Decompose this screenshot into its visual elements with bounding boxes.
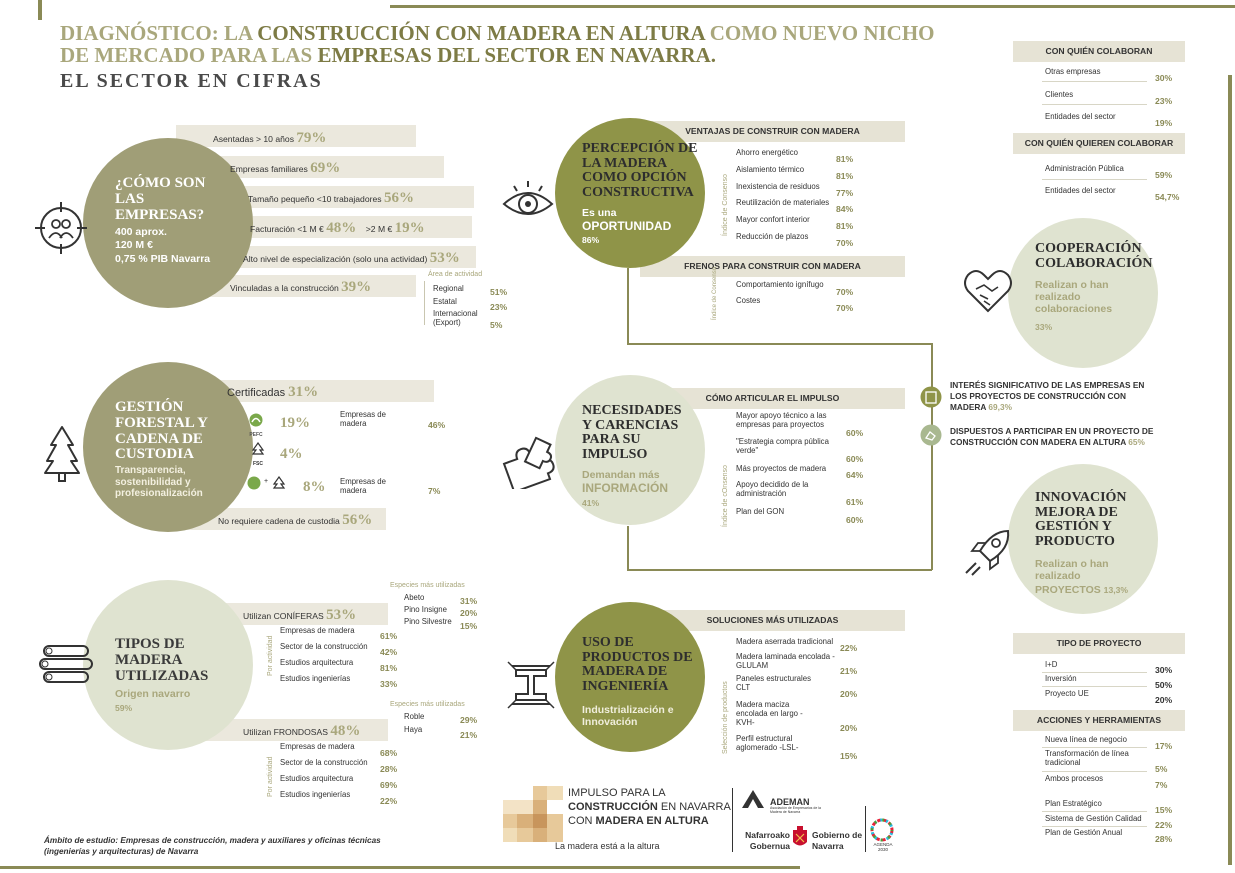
logs-icon <box>38 642 94 688</box>
beam-icon <box>506 660 556 710</box>
accion-4-pct: 22% <box>1155 820 1173 830</box>
forestal-sub: Transparencia, sostenibilidad y profesionalización <box>115 465 203 499</box>
necesidad-4-pct: 60% <box>846 515 864 525</box>
roble: Roble <box>404 712 425 721</box>
empresas-l3: 0,75 % PIB Navarra <box>115 253 211 265</box>
con-act-3-pct: 33% <box>380 679 398 689</box>
area-estatal-pct: 23% <box>490 302 508 312</box>
tipos-sub: Origen navarro <box>115 688 191 700</box>
quieren-1-pct: 54,7% <box>1155 192 1180 202</box>
seleccion-productos: Selección de productos <box>722 681 729 754</box>
building-icon <box>920 386 942 408</box>
ambito-text: Ámbito de estudio: Empresas de construcción, madera y auxiliares y oficinas técnicas (ingenierías y arquitecturas) de Navarra <box>44 836 381 856</box>
navarra-shield-icon <box>792 826 808 855</box>
connector-v1 <box>627 268 629 344</box>
top-rule <box>390 5 1235 8</box>
accion-2-pct: 7% <box>1155 780 1168 790</box>
area-estatal: Estatal <box>433 297 457 306</box>
colabora-0-pct: 30% <box>1155 73 1173 83</box>
ventaja-0-pct: 81% <box>836 154 854 164</box>
area-title: Área de actividad <box>428 271 483 278</box>
ventaja-4-pct: 81% <box>836 221 854 231</box>
band-label-familiares: Empresas familiares 69% <box>230 160 341 176</box>
pefc-pct: 19% <box>280 415 310 431</box>
accion-5: Plan de Gestión Anual <box>1045 828 1123 837</box>
accion-0: Nueva línea de negocio <box>1045 735 1127 744</box>
tipos-sub-pct: 59% <box>115 703 133 713</box>
area-regional: Regional <box>433 284 464 293</box>
empresas-title: ¿CÓMO SON LAS EMPRESAS? <box>115 175 206 223</box>
coniferas-label: Utilizan CONÍFERAS 53% <box>243 607 357 623</box>
accion-2: Ambos procesos <box>1045 774 1104 783</box>
fsc-pct: 4% <box>280 446 303 462</box>
percepcion-pct: 86% <box>582 235 600 245</box>
necesidad-3: Apoyo decidido de la administración <box>736 480 809 498</box>
puzzle-icon <box>500 435 562 489</box>
r3-pct2: 7% <box>428 486 441 496</box>
quieren-header: CON QUIÉN QUIEREN COLABORAR <box>1013 133 1185 154</box>
fro-act-1-pct: 28% <box>380 764 398 774</box>
handshake-icon <box>960 265 1016 315</box>
pefcfsc-pct: 8% <box>303 479 326 495</box>
tipo-0: I+D <box>1045 660 1058 669</box>
solucion-0-pct: 22% <box>840 643 858 653</box>
solucion-3: Madera maciza encolada en largo -KVH- <box>736 700 803 727</box>
connector-v-right <box>931 343 933 570</box>
soluciones-header: SOLUCIONES MÁS UTILIZADAS <box>640 610 905 631</box>
interes-text-1: INTERÉS SIGNIFICATIVO DE LAS EMPRESAS EN LOS PROYECTOS DE CONSTRUCCIÓN CON MADERA 69,3% <box>950 380 1145 412</box>
accion-4: Sistema de Gestión Calidad <box>1045 814 1142 823</box>
indice-consenso-1: Índice de Consenso <box>722 174 729 236</box>
fro-act-3: Estudios ingenierías <box>280 790 351 799</box>
band-label-construccion: Vinculadas a la construcción 39% <box>230 279 372 295</box>
fsc-icon: FSC <box>250 442 266 464</box>
tipo-2-pct: 20% <box>1155 695 1173 705</box>
accion-4-line <box>1042 826 1147 827</box>
solucion-4-pct: 15% <box>840 751 858 761</box>
page-subtitle: EL SECTOR EN CIFRAS <box>60 70 323 92</box>
con-act-2: Estudios arquitectura <box>280 658 354 667</box>
tipo-1-line <box>1042 686 1147 687</box>
pino-insigne-pct: 20% <box>460 608 478 618</box>
r1-label: Empresas de madera <box>340 410 386 428</box>
fro-act-2-pct: 69% <box>380 780 398 790</box>
tagline: La madera está a la altura <box>555 841 660 851</box>
accion-5-pct: 28% <box>1155 834 1173 844</box>
page-title: DIAGNÓSTICO: LA CONSTRUCCIÓN CON MADERA EN ALTURA COMO NUEVO NICHO DE MERCADO PARA LAS EMPRESAS DEL SECTOR EN NAVARRA. <box>60 21 935 67</box>
percepcion-title: PERCEPCIÓN DE LA MADERA COMO OPCIÓN CONSTRUCTIVA <box>582 141 698 201</box>
quieren-1: Entidades del sector <box>1045 186 1116 195</box>
roble-pct: 29% <box>460 715 478 725</box>
percepcion-sub2: OPORTUNIDAD <box>582 219 672 233</box>
fro-act-1: Sector de la construcción <box>280 758 368 767</box>
area-bracket <box>424 281 425 325</box>
solucion-0: Madera aserrada tradicional <box>736 637 834 646</box>
freno-1-pct: 70% <box>836 303 854 313</box>
r1-pct2: 46% <box>428 420 446 430</box>
necesidades-title: NECESIDADES Y CARENCIAS PARA SU IMPULSO <box>582 403 682 463</box>
tipo-1: Inversión <box>1045 674 1077 683</box>
right-rule <box>1228 75 1232 865</box>
especies-title-1: Especies más utilizadas <box>390 582 465 589</box>
abeto-pct: 31% <box>460 596 478 606</box>
necesidades-sub2: INFORMACIÓN <box>582 481 668 495</box>
cooperacion-title: COOPERACIÓN COLABORACIÓN <box>1035 241 1153 271</box>
accion-1-pct: 5% <box>1155 764 1168 774</box>
accion-1: Transformación de línea tradicional <box>1045 749 1129 767</box>
band-label-asentadas: Asentadas > 10 años 79% <box>213 130 327 146</box>
colaboran-header: CON QUIÉN COLABORAN <box>1013 41 1185 62</box>
tipo-0-pct: 30% <box>1155 665 1173 675</box>
tipo-0-line <box>1042 672 1147 673</box>
cert-label: Certificadas 31% <box>227 384 319 400</box>
colabora-1-pct: 23% <box>1155 96 1173 106</box>
ventaja-0: Ahorro energético <box>736 148 798 157</box>
agenda-2030-text: AGENDA 2030 <box>873 842 893 852</box>
accion-3-pct: 15% <box>1155 805 1173 815</box>
necesidad-2: Más proyectos de madera <box>736 464 827 473</box>
accion-0-pct: 17% <box>1155 741 1173 751</box>
pino-silvestre: Pino Silvestre <box>404 617 452 626</box>
con-act-1-pct: 42% <box>380 647 398 657</box>
necesidad-3-pct: 61% <box>846 497 864 507</box>
innovacion-title: INNOVACIÓN MEJORA DE GESTIÓN Y PRODUCTO <box>1035 490 1127 550</box>
freno-0-pct: 70% <box>836 287 854 297</box>
solucion-4: Perfil estructural aglomerado -LSL- <box>736 734 799 752</box>
empresas-l1: 400 aprox. <box>115 226 167 238</box>
connector-h2 <box>627 569 932 571</box>
cooperacion-sub: Realizan o han realizado colaboraciones <box>1035 279 1113 316</box>
freno-1: Costes <box>736 296 761 305</box>
solucion-1: Madera laminada encolada -GLULAM <box>736 652 835 670</box>
solucion-1-pct: 21% <box>840 666 858 676</box>
fro-act-0-pct: 68% <box>380 748 398 758</box>
cooperacion-pct: 33% <box>1035 322 1053 332</box>
accion-1-line <box>1042 771 1147 772</box>
indice-consenso-2: Índice de Consenso <box>712 266 718 320</box>
colabora-1-line <box>1042 104 1147 105</box>
connector-h1 <box>627 343 932 345</box>
logo-divider-1 <box>732 788 733 852</box>
ventaja-2-pct: 77% <box>836 188 854 198</box>
accion-3: Plan Estratégico <box>1045 799 1102 808</box>
haya-pct: 21% <box>460 730 478 740</box>
necesidad-4: Plan del GON <box>736 507 785 516</box>
haya: Haya <box>404 725 423 734</box>
fro-act-2: Estudios arquitectura <box>280 774 354 783</box>
acciones-header: ACCIONES Y HERRAMIENTAS <box>1013 710 1185 731</box>
necesidad-1: "Estrategia compra pública verde" <box>736 437 829 455</box>
por-actividad-2: Por actividad <box>267 756 274 797</box>
tipo-1-pct: 50% <box>1155 680 1173 690</box>
colabora-2-pct: 19% <box>1155 118 1173 128</box>
area-internacional-pct: 5% <box>490 320 503 330</box>
connector-v2 <box>627 526 629 570</box>
impulso-text: IMPULSO PARA LA CONSTRUCCIÓN EN NAVARRA CON MADERA EN ALTURA <box>568 787 731 827</box>
ademan-logo <box>740 788 766 815</box>
solucion-2-pct: 20% <box>840 689 858 699</box>
logo-divider-2 <box>865 806 866 852</box>
ventaja-3: Reutilización de materiales <box>736 198 830 207</box>
accion-0-line <box>1042 747 1147 748</box>
abeto: Abeto <box>404 593 425 602</box>
necesidades-sub1: Demandan más <box>582 469 660 481</box>
con-act-1: Sector de la construcción <box>280 642 368 651</box>
necesidad-0-pct: 60% <box>846 428 864 438</box>
ventaja-1-pct: 81% <box>836 171 854 181</box>
fro-act-0: Empresas de madera <box>280 742 355 751</box>
top-rule-left <box>38 0 42 20</box>
forestal-title: GESTIÓN FORESTAL Y CADENA DE CUSTODIA <box>115 399 208 463</box>
percepcion-sub1: Es una <box>582 207 617 219</box>
interes-text-2: DISPUESTOS A PARTICIPAR EN UN PROYECTO DE CONSTRUCCIÓN CON MADERA EN ALTURA 65% <box>950 426 1154 447</box>
tree-icon <box>43 425 81 483</box>
solucion-3-pct: 20% <box>840 723 858 733</box>
eye-icon <box>500 178 556 226</box>
tipo-2: Proyecto UE <box>1045 689 1089 698</box>
impulso-logo-blocks <box>503 786 563 856</box>
colabora-0: Otras empresas <box>1045 67 1101 76</box>
ventaja-2: Inexistencia de residuos <box>736 182 820 191</box>
pefc-icon: PEFC <box>247 413 265 435</box>
ventaja-5: Reducción de plazos <box>736 232 809 241</box>
colabora-0-line <box>1042 81 1147 82</box>
pino-silvestre-pct: 15% <box>460 621 478 631</box>
gob-left: Nafarroako Gobernua <box>745 830 790 851</box>
fro-act-3-pct: 22% <box>380 796 398 806</box>
hand-icon <box>920 424 942 446</box>
gob-right: Gobierno de Navarra <box>812 830 863 851</box>
especies-title-2: Especies más utilizadas <box>390 701 465 708</box>
frenos-header: FRENOS PARA CONSTRUIR CON MADERA <box>640 256 905 277</box>
pefc-fsc-icon: + <box>246 476 296 498</box>
por-actividad-1: Por actividad <box>267 635 274 676</box>
ventaja-5-pct: 70% <box>836 238 854 248</box>
solucion-2: Paneles estructurales CLT <box>736 674 811 692</box>
r3-label: Empresas de madera <box>340 477 386 495</box>
ventaja-4: Mayor confort interior <box>736 215 810 224</box>
necesidad-0: Mayor apoyo técnico a las empresas para proyectos <box>736 411 827 429</box>
ademan-sub: Asociación de Empresarios de la Madera de Navarra <box>770 806 821 814</box>
con-act-0-pct: 61% <box>380 631 398 641</box>
area-regional-pct: 51% <box>490 287 508 297</box>
quieren-0-line <box>1042 179 1147 180</box>
accion-3-line <box>1042 811 1147 812</box>
pino-insigne: Pino Insigne <box>404 605 447 614</box>
empresas-l2: 120 M € <box>115 239 153 251</box>
bottom-rule <box>0 866 800 869</box>
ventaja-3-pct: 84% <box>836 204 854 214</box>
band-label-facturacion: Facturación <1 M € 48% >2 M € 19% <box>250 220 425 236</box>
innovacion-sub2: PROYECTOS 13,3% <box>1035 584 1129 596</box>
people-target-icon <box>33 200 89 256</box>
ademan-name: ADEMAN <box>770 797 810 807</box>
uso-title: USO DE PRODUCTOS DE MADERA DE INGENIERÍA <box>582 635 693 695</box>
band-label-especializacion: Alto nivel de especialización (solo una actividad) 53% <box>243 250 460 266</box>
band-label-pequeno: Tamaño pequeño <10 trabajadores 56% <box>248 190 414 206</box>
quieren-0: Administración Pública <box>1045 164 1124 173</box>
tipo-proyecto-header: TIPO DE PROYECTO <box>1013 633 1185 654</box>
rocket-icon <box>962 525 1016 579</box>
indice-consenso-3: Índice de cOnsenso <box>722 465 729 527</box>
articular-header: CÓMO ARTICULAR EL IMPULSO <box>640 388 905 409</box>
con-act-0: Empresas de madera <box>280 626 355 635</box>
freno-0: Comportamiento ignífugo <box>736 280 824 289</box>
uso-sub: Industrialización e Innovación <box>582 704 674 729</box>
colabora-2: Entidades del sector <box>1045 112 1116 121</box>
innovacion-sub1: Realizan o han realizado <box>1035 558 1109 583</box>
no-custodia-label: No requiere cadena de custodia 56% <box>218 512 373 528</box>
necesidad-1-pct: 60% <box>846 454 864 464</box>
colabora-1: Clientes <box>1045 90 1074 99</box>
con-act-2-pct: 81% <box>380 663 398 673</box>
quieren-0-pct: 59% <box>1155 170 1173 180</box>
frondosas-label: Utilizan FRONDOSAS 48% <box>243 723 361 739</box>
necesidades-pct: 41% <box>582 498 600 508</box>
tipos-title: TIPOS DE MADERA UTILIZADAS <box>115 636 209 684</box>
ventajas-header: VENTAJAS DE CONSTRUIR CON MADERA <box>640 121 905 142</box>
area-internacional: Internacional (Export) <box>433 309 478 327</box>
con-act-3: Estudios ingenierías <box>280 674 351 683</box>
ventaja-1: Aislamiento térmico <box>736 165 805 174</box>
necesidad-2-pct: 64% <box>846 470 864 480</box>
